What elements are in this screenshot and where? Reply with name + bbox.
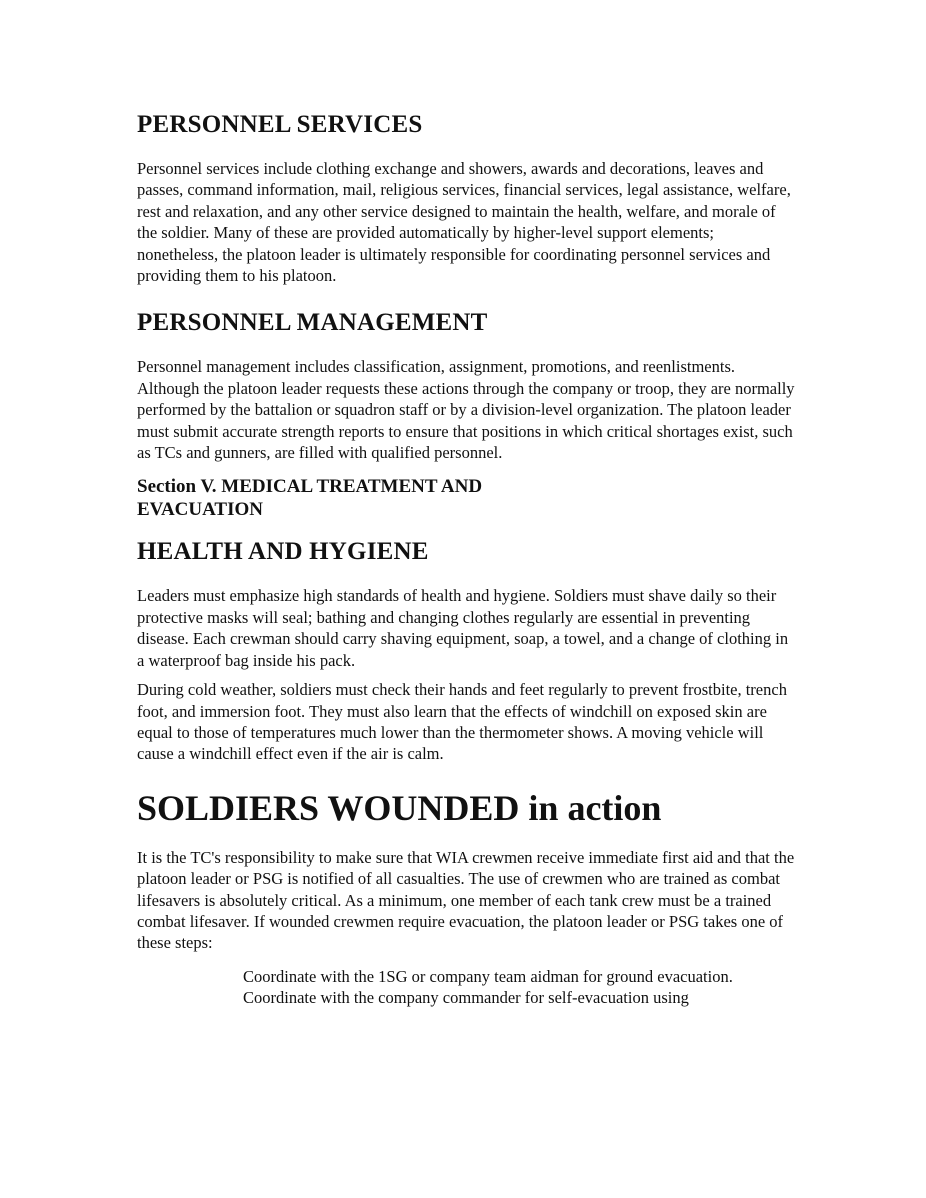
personnel-management-paragraph: Personnel management includes classification, assignment, promotions, and reenlistments. Although the platoon leader requests these actions through the company or troop, they are normally performed by the battalion or squadron staff or by a division-level organization. The platoon leader must submit accurate strength reports to ensure that positions in which critical shortages exist, such as TCs and gunners, are filled with qualified personnel. (137, 357, 795, 463)
evacuation-step: Coordinate with the 1SG or company team aidman for ground evacuation. (243, 966, 733, 986)
health-hygiene-paragraph-2: During cold weather, soldiers must check their hands and feet regularly to prevent frostbite, trench foot, and immersion foot. They must also learn that the effects of windchill on exposed skin are equal to those of temperatures much lower than the thermometer shows. A moving vehicle will cause a windchill effect even if the air is calm. (137, 680, 787, 764)
personnel-services-paragraph: Personnel services include clothing exchange and showers, awards and decorations, leaves and passes, command information, mail, religious services, financial services, legal assistance, welfare, rest and relaxation, and any other service designed to maintain the health, welfare, and morale of the soldier. Many of these are provided automatically by higher-level support elements; nonetheless, the platoon leader is ultimately responsible for coordinating personnel services and providing them to his platoon. (137, 159, 791, 286)
personnel-management-heading: PERSONNEL MANAGEMENT (137, 309, 488, 337)
section-v-heading: Section V. MEDICAL TREATMENT AND EVACUATION (137, 476, 483, 521)
soldiers-wounded-heading: SOLDIERS WOUNDED in action (137, 787, 662, 828)
health-hygiene-paragraph-1: Leaders must emphasize high standards of health and hygiene. Soldiers must shave daily so their protective masks will seal; bathing and changing clothes regularly are essential in preventing disease. Each crewman should carry shaving equipment, soap, a towel, and a change of clothing in a waterproof bag inside his pack. (137, 586, 789, 670)
document-page (137, 110, 797, 1009)
soldiers-wounded-paragraph: It is the TC's responsibility to make sure that WIA crewmen receive immediate first aid and that the platoon leader or PSG is notified of all casualties. The use of crewmen who are trained as combat lifesavers is absolutely critical. As a minimum, one member of each tank crew must be a trained combat lifesaver. If wounded crewmen require evacuation, the platoon leader or PSG takes one of these steps: (137, 847, 795, 953)
evacuation-steps (243, 966, 797, 1009)
personnel-services-heading: PERSONNEL SERVICES (137, 111, 423, 138)
evacuation-step: Coordinate with the company commander for self-evacuation using (243, 988, 689, 1008)
health-hygiene-heading: HEALTH AND HYGIENE (137, 538, 429, 566)
